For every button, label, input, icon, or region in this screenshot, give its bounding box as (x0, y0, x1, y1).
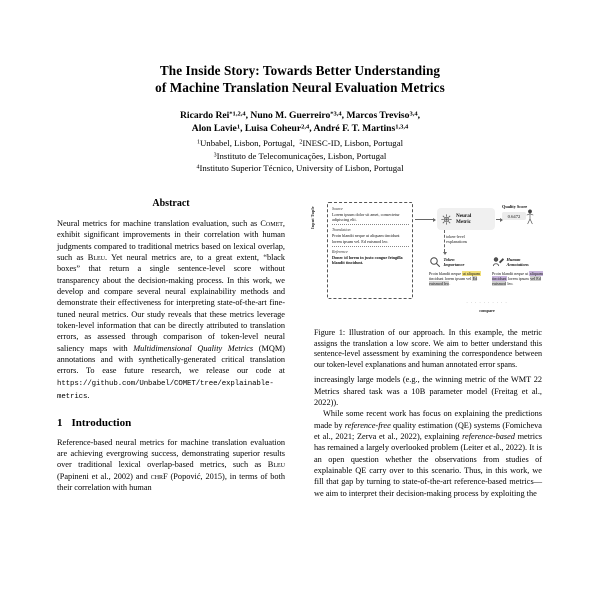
quality-score-value: 0.6472 (502, 212, 526, 220)
human-annotations-text (492, 271, 552, 287)
input-tuple-label: Input Tuple (310, 206, 315, 229)
author-sup-6: 1,3,4 (395, 123, 409, 131)
title-block (0, 0, 600, 175)
abstract-heading: Abstract (152, 198, 190, 209)
author-luisa-coheur: , Luisa Coheur (240, 123, 302, 135)
explanations-label-line1: token-level (446, 234, 465, 239)
input-tuple-box (327, 202, 413, 299)
intro-text-b: (Papineni et al., 2002) and (57, 471, 151, 481)
token-level-explanations-label (446, 234, 467, 244)
ha-text-mid: lorem ipsum (507, 275, 530, 281)
human-annotations-title-line2: Annotations (506, 262, 529, 267)
abstract-text-d: (MQM) annotations and with synthetically-generated critical translation errors. To ease future research, we release our code at (57, 343, 285, 376)
reference-based-italic: reference-based (462, 432, 515, 442)
introduction-heading (57, 417, 285, 429)
title-line-1: The Inside Story: Towards Better Understanding (159, 63, 441, 78)
author-sup-3: 3,4 (409, 110, 418, 118)
figure-1 (310, 196, 543, 370)
reference-free-italic: reference-free (344, 420, 391, 430)
human-annotations-panel (492, 256, 552, 287)
abstract-text-e: . (87, 391, 90, 401)
annotator-icon (492, 256, 504, 268)
author-sup-2: *3,4 (330, 110, 342, 118)
left-column (57, 196, 285, 600)
comparison-label: compare (479, 308, 495, 313)
author-ricardo-rei: Ricardo Rei (180, 110, 230, 121)
affiliation-line-2 (92, 150, 508, 162)
token-importance-text (429, 271, 489, 287)
abstract-text-a: Neural metrics for machine translation evaluation, such as (57, 219, 261, 228)
segment-translation (332, 227, 409, 243)
rc-text-a: While some recent work has focus on explaining the predictions made by (314, 409, 542, 430)
magnifier-icon (429, 256, 441, 268)
explanations-label-line2: explanations (446, 239, 468, 244)
neural-metric-label-line1: Neural (456, 212, 472, 219)
affiliation-sup-3: 3 (213, 152, 217, 159)
neural-metric-node (437, 208, 495, 230)
quality-score-label: Quality Score (502, 204, 528, 209)
author-andre-martins: , André F. T. Martins (309, 123, 396, 135)
human-annotations-title (507, 257, 529, 267)
affiliation-sup-4: 4 (196, 164, 200, 171)
introduction-title: Introduction (71, 416, 132, 429)
author-line-2 (92, 122, 508, 135)
token-importance-title-line2: Importance (443, 262, 465, 267)
figure-caption-label: Figure 1: (314, 328, 346, 337)
two-column-body (0, 196, 600, 600)
segment-reference-title: Reference (332, 248, 348, 254)
abstract-text-b: , exhibit significant improvements in their correlation with human judgments compared to traditional metrics based on lexical overlap, such as (57, 219, 285, 263)
affiliation-list (92, 137, 508, 174)
introduction-paragraph (57, 437, 285, 494)
affiliation-line-3 (92, 162, 508, 174)
author-sup-1: *1,2,4 (229, 110, 246, 118)
author-sup-5: 2,4 (301, 123, 310, 131)
segment-source-text: Lorem ipsum dolor sit amet, consectetur adipiscing elit. (332, 212, 400, 223)
author-sup-4: 1 (236, 123, 241, 131)
abstract-text-c: . Yet neural metrics are, to a great extent, “black boxes” that return a single sentence-level score without transparency about the decision-making process. In this work, we develop and compare several neural explainability methods and demonstrate their effectiveness for interpreting state-of-the-art fine-tuned neural metrics. Our study reveals that these metrics leverage token-level information that can be directly attributed to translation errors, as assessed through comparison of token-level neural saliency maps with (57, 253, 285, 353)
ha-highlight-1: aliquam tincidunt (492, 270, 543, 281)
affiliation-inesc-id: INESC-ID, Lisbon, Portugal (302, 138, 404, 149)
token-importance-title-line1: Token (443, 256, 455, 262)
introduction-number: 1 (57, 416, 63, 429)
author-line1-tail: , (417, 110, 420, 121)
right-column (310, 196, 543, 600)
author-line-1 (92, 109, 508, 122)
mqm-italic: Multidimensional Quality Metrics (133, 343, 254, 353)
abstract-paragraph (57, 218, 285, 404)
token-importance-panel (429, 256, 489, 287)
affiliation-sup-2: 2 (299, 139, 303, 146)
affiliation-line-1 (92, 137, 508, 149)
author-list (92, 109, 508, 135)
segment-reference (332, 249, 409, 265)
metric-name-comet: Comet (260, 219, 283, 228)
figure-caption-text: Illustration of our approach. In this example, the metric assigns the translation a low score. We aim to better understand this sentence-level assessment by examining the correspondence between our token-level explanations and human annotated error spans. (314, 328, 542, 369)
rc-text-c: metrics has remained a largely overlooked problem (Leiter et al., 2022). It is an open question whether the observations from studies of explainable QE carry over to this scenario. Thus, in this work, we fill that gap by turning to state-of-the-art reference-based metrics—we aim to interpret their decision-making process by exploiting the (314, 432, 543, 498)
title-line-2: of Machine Translation Neural Evaluation Metrics (155, 80, 445, 95)
comparison-dots: · · · · · · · · · · (466, 300, 508, 305)
human-evaluator-icon (525, 209, 535, 225)
page-title (92, 62, 508, 96)
human-annotations-title-line1: Human (506, 256, 521, 262)
intro-text-a: Reference-based neural metrics for machine translation evaluation are achieving evergrowing success, demonstrating superior results over traditional lexical overlap-based metrics, such as (57, 437, 285, 470)
segment-reference-text: Donec id lorem in justo congue fringilla blandit tincidunt. (332, 254, 403, 266)
affiliation-ist: Instituto Superior Técnico, University of Lisbon, Portugal (199, 163, 404, 174)
token-importance-title (444, 257, 465, 267)
token-importance-header (429, 256, 489, 268)
ti-highlight-2: Ed euismod leo (429, 275, 478, 287)
figure-1-caption (314, 328, 542, 370)
arrow-metric-to-explanations (444, 230, 445, 252)
ha-text-pre: Proin blandit neque ut (492, 270, 530, 276)
ti-text-pre: Proin blandit neque (429, 270, 463, 276)
metric-name-bleu-intro: Bleu (267, 460, 285, 470)
right-column-paragraph-1: increasingly large models (e.g., the winning metric of the WMT 22 Metrics shared task was a 10B parameter model (Freitag et al., 2022)). (314, 375, 542, 408)
arrow-metric-to-score (496, 219, 502, 220)
ti-text-post: . (449, 281, 451, 287)
ti-highlight-1: ut aliquam (462, 270, 480, 276)
ha-text-post: leo. (506, 281, 514, 287)
intro-text-c: (Popović, 2015), in terms of both their correlation with human (57, 471, 285, 492)
metric-name-bleu: Bleu (87, 253, 105, 263)
ti-text-mid: tincidunt lorem ipsum vel (429, 275, 473, 281)
human-annotations-header (492, 256, 552, 268)
segment-divider-2 (332, 246, 409, 247)
segment-translation-text: Proin blandit neque ut aliquam tincidunt lorem ipsum vel. Ed euismod leo. (332, 233, 400, 244)
segment-translation-title: Translation (332, 227, 351, 233)
author-nuno-guerreiro: , Nuno M. Guerreiro (245, 110, 331, 121)
affiliation-it: Instituto de Telecomunicações, Lisbon, Portugal (216, 150, 387, 161)
rc-text-b: quality estimation (QE) systems (Fomicheva et al., 2021; Zerva et al., 2022), explaining (314, 420, 542, 442)
segment-source (332, 206, 409, 222)
author-marcos-treviso: , Marcos Treviso (341, 110, 410, 121)
gear-icon (440, 213, 453, 226)
code-repository-url[interactable]: https://github.com/Unbabel/COMET/tree/explainable-metrics (57, 379, 274, 402)
segment-source-title: Source (332, 206, 343, 211)
metric-name-chrf: chrF (150, 471, 168, 481)
neural-metric-label (456, 213, 471, 225)
segment-divider-1 (332, 224, 409, 225)
affiliation-sup-1: 1 (196, 139, 200, 146)
figure-1-diagram (310, 196, 543, 322)
right-column-paragraph-2 (314, 408, 542, 499)
neural-metric-label-line2: Metric (456, 219, 471, 225)
arrow-tuple-to-metric (415, 219, 435, 220)
ha-highlight-2: vel Ed euismod (492, 275, 541, 287)
author-alon-lavie: Alon Lavie (191, 123, 237, 135)
affiliation-unbabel: Unbabel, Lisbon, Portugal, (199, 138, 295, 149)
